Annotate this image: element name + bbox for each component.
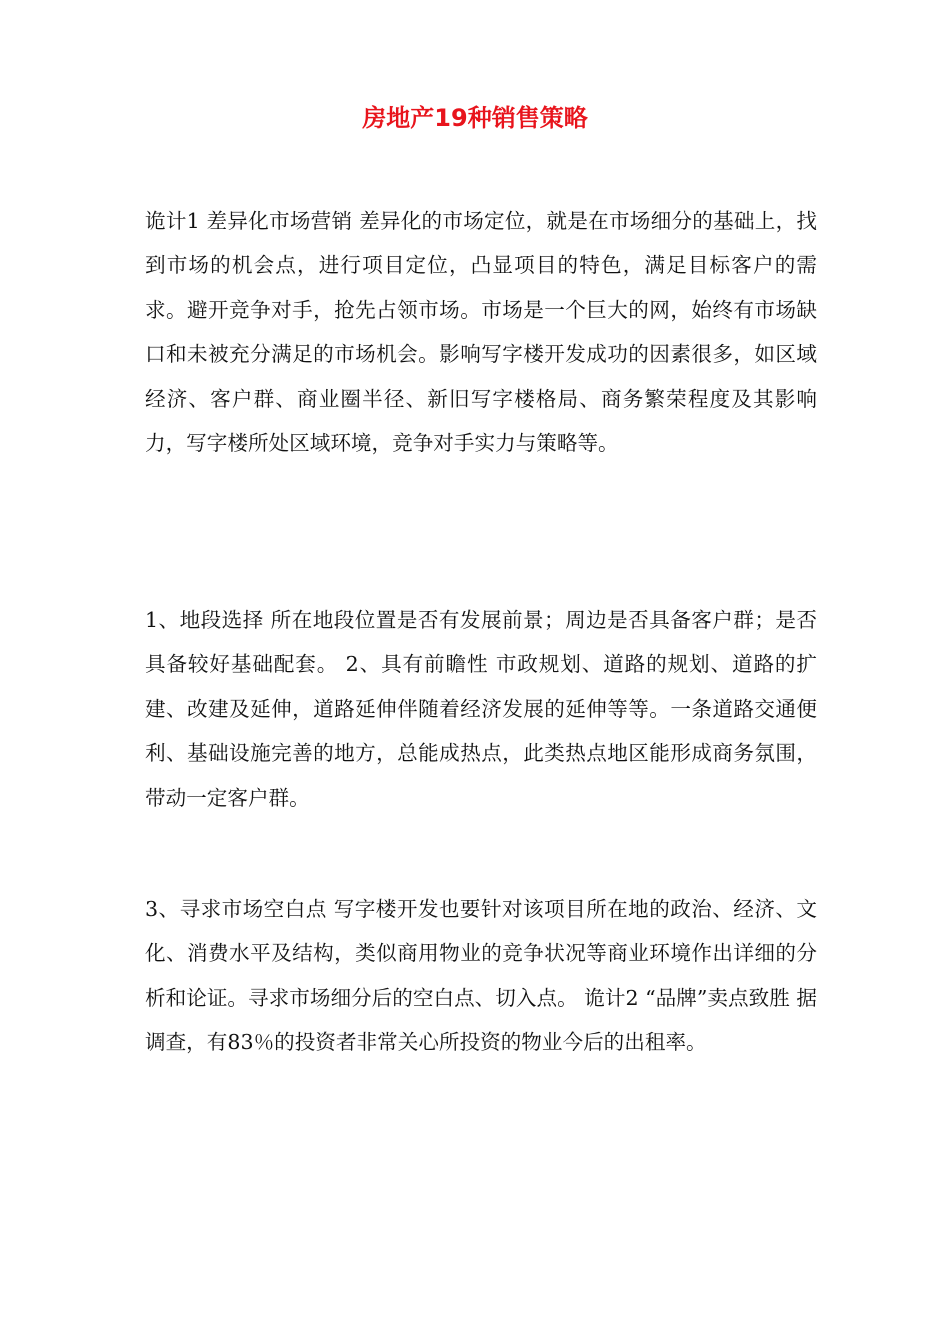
paragraph-strategy-1: 诡计1 差异化市场营销 差异化的市场定位，就是在市场细分的基础上，找到市场的机会点，进行项目定位，凸显项目的特色，满足目标客户的需求。避开竞争对手，抢先占领市场。市场是一个巨大的网，始终有市场缺口和未被充分满足的市场机会。影响写字楼开发成功的因素很多，如区域经济、客户群、商业圈半径、新旧写字楼格局、商务繁荣程度及其影响力，写字楼所处区域环境，竞争对手实力与策略等。 — [145, 209, 817, 456]
document-title: 房地产19种销售策略 — [362, 104, 588, 132]
paragraph-location: 1、地段选择 所在地段位置是否有发展前景；周边是否具备客户群；是否具备较好基础配套。 2、具有前瞻性 市政规划、道路的规划、道路的扩建、改建及延伸，道路延伸伴随着经济发展的延伸等等。一条道路交通便利、基础设施完善的地方，总能成热点，此类热点地区能形成商务氛围，带动一定客户群。 — [145, 608, 817, 810]
paragraph-market-gap: 3、寻求市场空白点 写字楼开发也要针对该项目所在地的政治、经济、文化、消费水平及结构，类似商用物业的竞争状况等商业环境作出详细的分析和论证。寻求市场细分后的空白点、切入点。 诡计2 “品牌”卖点致胜 据调查，有83％的投资者非常关心所投资的物业今后的出租率。 — [145, 897, 817, 1055]
